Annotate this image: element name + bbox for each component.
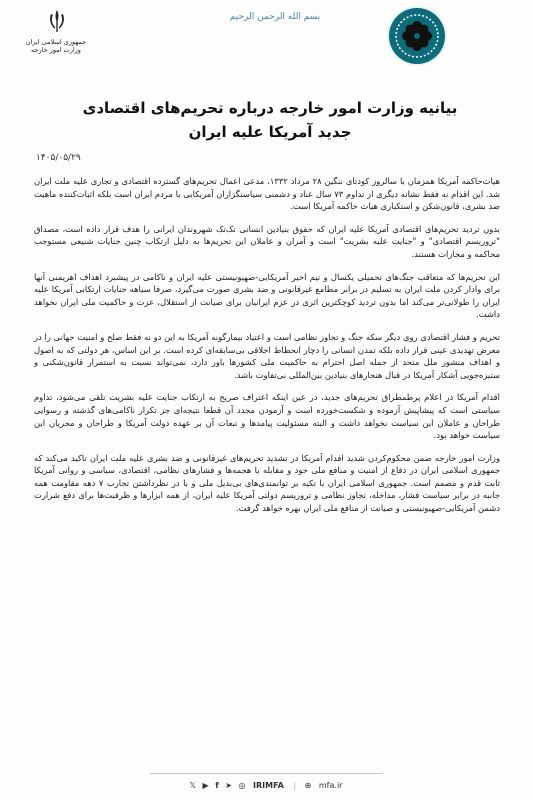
footer-divider bbox=[150, 773, 383, 774]
paragraph: تحریم و فشار اقتصادی روی دیگر سکه جنگ و تجاوز نظامی است و اعتیاد بیمارگونه آمریکا به این دو نه فقط صلح و امنیت جهانی را در معرض تهدیدی عینی قرار داده بلکه تمدن انسانی را دچار انحطاط اخلاقی بی‌سابقه‌ای کرده است. بر این اساس، هر دولتی که به اصول و اهداف منشور ملل متحد از جمله اصل احترام به حاکمیت ملی کشورها باور دارد، نمی‌تواند نسبت به استمرار قانون‌شکنی و ستیزه‌جویی آشکار آمریکا در قبال هنجارهای بنیادین بین‌المللی بی‌تفاوت باشد. bbox=[34, 331, 500, 380]
footer bbox=[0, 773, 533, 800]
ministry-badge bbox=[389, 8, 445, 64]
statement-body bbox=[34, 175, 500, 525]
footer-separator: | bbox=[293, 781, 297, 790]
basmala: بسم الله الرحمن الرحیم bbox=[229, 12, 321, 22]
ministry-label bbox=[24, 38, 88, 54]
floral-badge-icon bbox=[389, 8, 445, 64]
paragraph: این تحریم‌ها که متعاقب جنگ‌های تحمیلی یکسال و نیم اخیر آمریکایی-صهیونیستی علیه ایران و ناکامی در پیشبرد اهداف اهریمنی آنها برای وادار کردن ملت ایران به تسلیم در برابر مطامع غیرقانونی و ضد بشری صورت می‌گیرد، صرفا سیاهه جنایات ارتکابی آمریکا علیه ایران را طولانی‌تر می‌کند اما بدون تردید کوچکترین اثری در عزم ایرانیان برای صیانت از استقلال، عزت و حاکمیت ملی ایران نخواهد داشت. bbox=[34, 271, 500, 320]
social-handle[interactable]: IRIMFA bbox=[253, 781, 284, 790]
instagram-icon[interactable]: ◎ bbox=[238, 781, 246, 790]
footer-links bbox=[0, 781, 533, 790]
iran-emblem-icon bbox=[46, 8, 68, 34]
statement-date: ۱۴۰۵/۰۵/۲۹ bbox=[36, 153, 81, 163]
paragraph: اقدام آمریکا در اعلام پرطمطراق تحریم‌های جدید، در عین اینکه اعتراف صریح به ارتکاب جنایت علیه بشریت تلقی می‌شود، تداوم سیاستی است که پیشاپیش آزموده و شکست‌خورده است و آزمودن مجدد آن قطعا نتیجه‌ای جز تکرار ناکامی‌های گذشته و رسوایی طراحان و عاملان این سیاست نخواهد داشت و البته مسئولیت پیامدها و تبعات آن بر عهده دولت آمریکا و طراحان و مجریان این سیاست خواهد بود. bbox=[34, 392, 500, 441]
youtube-icon[interactable]: ▶ bbox=[202, 781, 209, 790]
paragraph: هیات‌حاکمه آمریکا همزمان با سالروز کودتای ننگین ۲۸ مرداد ۱۳۳۲، مدعی اعمال تحریم‌های گسترده اقتصادی و تجاری علیه ملت ایران شد. این اقدام نه فقط نشانه دیگری از تداوم ۷۳ سال عناد و دشمنی سیاستگزاران آمریکایی با مردم ایران است بلکه اثبات‌کننده ماهیت ضد بشری، قانون‌شکن و استکباری هیات حاکمه آمریکا است. bbox=[34, 176, 500, 212]
ministry-name: وزارت امور خارجه bbox=[31, 46, 81, 54]
statement-title: بیانیه وزارت امور خارجه درباره تحریم‌های اقتصادی جدید آمریکا علیه ایران bbox=[82, 99, 458, 141]
facebook-icon[interactable]: f bbox=[215, 781, 219, 790]
telegram-icon[interactable]: ➤ bbox=[225, 781, 232, 790]
globe-icon: ⊕ bbox=[304, 781, 312, 790]
x-icon[interactable]: 𝕏 bbox=[189, 781, 196, 790]
republic-name: جمهوری اسلامی ایران bbox=[25, 38, 87, 46]
paragraph: بدون تردید تحریم‌های اقتصادی آمریکا علیه ایران که حقوق بنیادین انسانی تک‌تک شهروندان ایرانی را هدف قرار داده است، مصداق "تروریسم اقتصادی" و "جنایت علیه بشریت" است و آمران و عاملان این تحریم‌ها به دلیل ارتکاب چنین جنایات شنیعی مستوجب محاکمه و مجازات هستند. bbox=[34, 223, 500, 259]
website-link[interactable]: mfa.ir bbox=[318, 781, 343, 790]
paragraph: وزارت امور خارجه ضمن محکوم‌کردن شدید اقدام آمریکا در تشدید تحریم‌های غیرقانونی و ضد بشری علیه ملت ایران تاکید می‌کند که جمهوری اسلامی ایران در دفاع از امنیت و منافع ملی خود و مقابله با هجمه‌ها و فشارهای نظامی، اقتصادی، سیاسی و روانی آمریکا ثابت قدم و مصمم است. جمهوری اسلامی ایران با تکیه بر توانمندی‌های بی‌بدیل ملی و با در نظرداشتن تجارب ۷ دهه مقاومت همه جانبه در برابر سیاست فشار، مداخله، تجاوز نظامی و تروریسم دولتی آمریکا علیه ایران، از همه ابزارها و ظرفیت‌ها برای دفع شرارت دشمن آمریکایی-صهیونیستی و صیانت از منافع ملی ایران بهره خواهد گرفت. bbox=[34, 452, 501, 514]
